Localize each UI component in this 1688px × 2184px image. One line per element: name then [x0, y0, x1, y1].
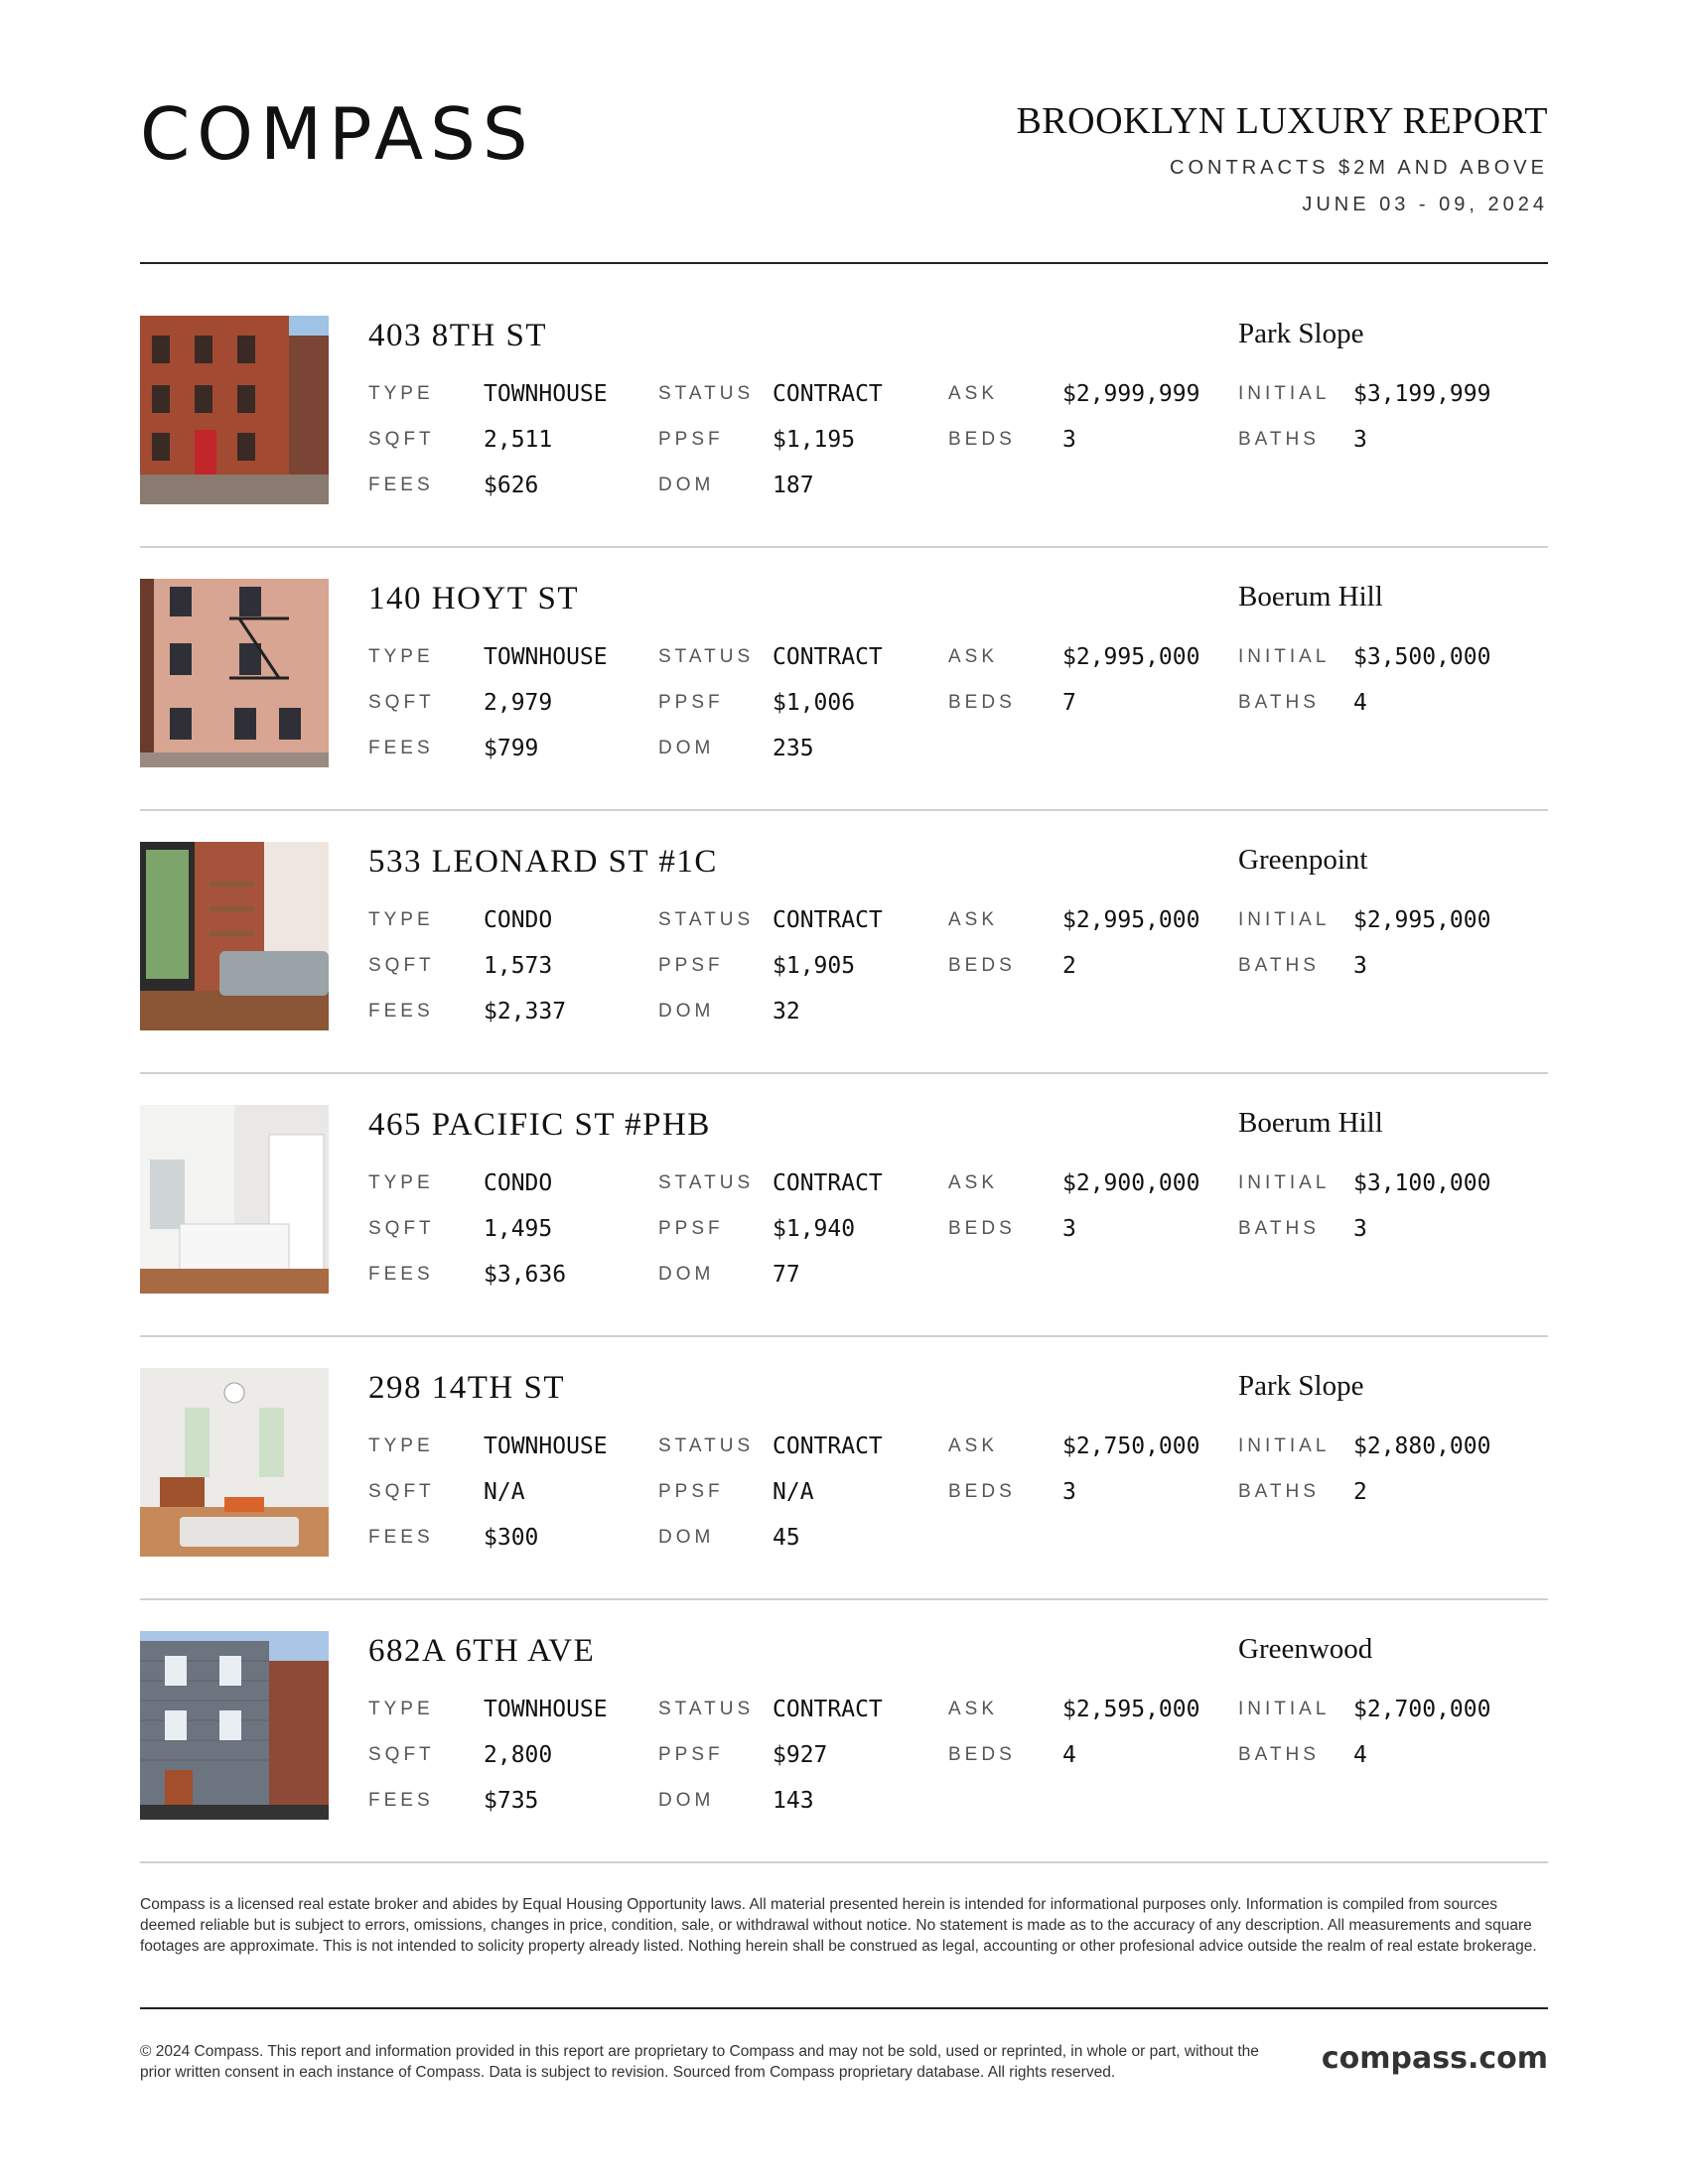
- initial-label: INITIAL: [1238, 646, 1331, 667]
- fees-value: $626: [484, 473, 539, 498]
- type-value: TOWNHOUSE: [484, 381, 608, 407]
- fees-value: $2,337: [484, 999, 567, 1024]
- sqft-value: N/A: [484, 1479, 525, 1505]
- ppsf-label: PPSF: [658, 429, 724, 450]
- status-value: CONTRACT: [773, 381, 883, 407]
- beds-value: 7: [1062, 690, 1076, 716]
- website-link[interactable]: compass.com: [1321, 2041, 1548, 2076]
- listing-photo[interactable]: [140, 1105, 329, 1294]
- type-value: CONDO: [484, 1170, 553, 1196]
- status-label: STATUS: [658, 1435, 755, 1456]
- initial-label: INITIAL: [1238, 1172, 1331, 1193]
- ask-value: $2,900,000: [1062, 1170, 1200, 1196]
- initial-value: $3,199,999: [1353, 381, 1491, 407]
- listing-divider: [140, 546, 1548, 548]
- listing-photo[interactable]: [140, 1631, 329, 1820]
- initial-value: $3,100,000: [1353, 1170, 1491, 1196]
- type-label: TYPE: [368, 1435, 434, 1456]
- report-subtitle: CONTRACTS $2M AND ABOVE: [1170, 157, 1548, 179]
- ppsf-label: PPSF: [658, 1218, 724, 1239]
- listing-divider: [140, 1861, 1548, 1863]
- dom-value: 143: [773, 1788, 814, 1814]
- listing-address[interactable]: 140 HOYT ST: [368, 581, 580, 616]
- baths-value: 3: [1353, 953, 1367, 979]
- dom-label: DOM: [658, 738, 715, 758]
- dom-label: DOM: [658, 475, 715, 495]
- listing-photo[interactable]: [140, 316, 329, 504]
- sqft-label: SQFT: [368, 955, 435, 976]
- beds-label: BEDS: [948, 692, 1016, 713]
- ask-value: $2,595,000: [1062, 1697, 1200, 1722]
- type-label: TYPE: [368, 1172, 434, 1193]
- sqft-label: SQFT: [368, 1218, 435, 1239]
- sqft-value: 1,495: [484, 1216, 553, 1242]
- baths-label: BATHS: [1238, 692, 1320, 713]
- type-label: TYPE: [368, 383, 434, 404]
- sqft-label: SQFT: [368, 1744, 435, 1765]
- listing-row: [140, 579, 1548, 842]
- dom-label: DOM: [658, 1264, 715, 1285]
- baths-label: BATHS: [1238, 1744, 1320, 1765]
- sqft-label: SQFT: [368, 429, 435, 450]
- type-value: CONDO: [484, 907, 553, 933]
- report-title: BROOKLYN LUXURY REPORT: [1016, 100, 1548, 142]
- dom-label: DOM: [658, 1790, 715, 1811]
- listing-divider: [140, 809, 1548, 811]
- listing-divider: [140, 1335, 1548, 1337]
- listing-neighborhood: Park Slope: [1238, 1370, 1364, 1402]
- sqft-label: SQFT: [368, 692, 435, 713]
- ask-label: ASK: [948, 1172, 999, 1193]
- ask-label: ASK: [948, 1699, 999, 1719]
- copyright-text: © 2024 Compass. This report and information provided in this report are proprietary to Compass and may not be sold, used or reprinted, in whole or part, without the prior written consent in each instance of Compass. Data is subject to revision. Sourced from Compass proprietary database. All rights reserved.: [140, 2043, 1259, 2081]
- ppsf-value: $927: [773, 1742, 828, 1768]
- ask-value: $2,750,000: [1062, 1433, 1200, 1459]
- fees-label: FEES: [368, 475, 434, 495]
- fees-value: $735: [484, 1788, 539, 1814]
- sqft-value: 2,800: [484, 1742, 553, 1768]
- fees-label: FEES: [368, 1527, 434, 1548]
- dom-value: 77: [773, 1262, 800, 1288]
- type-value: TOWNHOUSE: [484, 644, 608, 670]
- dom-value: 32: [773, 999, 800, 1024]
- ppsf-value: $1,940: [773, 1216, 856, 1242]
- dom-value: 45: [773, 1525, 800, 1551]
- ppsf-value: $1,195: [773, 427, 856, 453]
- beds-value: 3: [1062, 1479, 1076, 1505]
- listing-address[interactable]: 682A 6TH AVE: [368, 1633, 596, 1669]
- initial-label: INITIAL: [1238, 909, 1331, 930]
- ask-label: ASK: [948, 1435, 999, 1456]
- baths-label: BATHS: [1238, 429, 1320, 450]
- initial-value: $2,700,000: [1353, 1697, 1491, 1722]
- listing-neighborhood: Boerum Hill: [1238, 1107, 1383, 1139]
- status-label: STATUS: [658, 383, 755, 404]
- fees-label: FEES: [368, 1001, 434, 1022]
- sqft-value: 2,511: [484, 427, 553, 453]
- initial-value: $3,500,000: [1353, 644, 1491, 670]
- beds-label: BEDS: [948, 955, 1016, 976]
- ppsf-value: N/A: [773, 1479, 814, 1505]
- ppsf-label: PPSF: [658, 1744, 724, 1765]
- fees-value: $799: [484, 736, 539, 761]
- dom-label: DOM: [658, 1001, 715, 1022]
- dom-value: 235: [773, 736, 814, 761]
- footer-divider: [140, 2007, 1548, 2009]
- initial-label: INITIAL: [1238, 1699, 1331, 1719]
- ask-label: ASK: [948, 909, 999, 930]
- listing-row: [140, 1105, 1548, 1368]
- beds-label: BEDS: [948, 429, 1016, 450]
- fees-label: FEES: [368, 1264, 434, 1285]
- status-value: CONTRACT: [773, 907, 883, 933]
- listing-divider: [140, 1598, 1548, 1600]
- listing-address[interactable]: 403 8TH ST: [368, 318, 547, 353]
- sqft-value: 1,573: [484, 953, 553, 979]
- beds-label: BEDS: [948, 1744, 1016, 1765]
- baths-label: BATHS: [1238, 1218, 1320, 1239]
- baths-value: 2: [1353, 1479, 1367, 1505]
- fees-value: $300: [484, 1525, 539, 1551]
- beds-label: BEDS: [948, 1218, 1016, 1239]
- type-label: TYPE: [368, 1699, 434, 1719]
- status-value: CONTRACT: [773, 1433, 883, 1459]
- beds-value: 3: [1062, 1216, 1076, 1242]
- sqft-value: 2,979: [484, 690, 553, 716]
- status-value: CONTRACT: [773, 1170, 883, 1196]
- listing-address[interactable]: 533 LEONARD ST #1C: [368, 844, 718, 880]
- listing-address[interactable]: 465 PACIFIC ST #PHB: [368, 1107, 711, 1143]
- ask-value: $2,999,999: [1062, 381, 1200, 407]
- baths-value: 3: [1353, 427, 1367, 453]
- report-date-range: JUNE 03 - 09, 2024: [1302, 194, 1548, 215]
- listing-row: [140, 1368, 1548, 1631]
- ask-value: $2,995,000: [1062, 644, 1200, 670]
- listing-photo[interactable]: [140, 579, 329, 767]
- status-label: STATUS: [658, 646, 755, 667]
- report-header: [1016, 99, 1548, 216]
- listing-row: [140, 1631, 1548, 1894]
- initial-label: INITIAL: [1238, 383, 1331, 404]
- initial-label: INITIAL: [1238, 1435, 1331, 1456]
- fees-value: $3,636: [484, 1262, 567, 1288]
- ask-label: ASK: [948, 383, 999, 404]
- status-value: CONTRACT: [773, 644, 883, 670]
- status-label: STATUS: [658, 1699, 755, 1719]
- ppsf-value: $1,905: [773, 953, 856, 979]
- listing-neighborhood: Greenwood: [1238, 1633, 1373, 1665]
- ppsf-value: $1,006: [773, 690, 856, 716]
- baths-label: BATHS: [1238, 1481, 1320, 1502]
- fees-label: FEES: [368, 738, 434, 758]
- initial-value: $2,880,000: [1353, 1433, 1491, 1459]
- listing-row: [140, 316, 1548, 579]
- status-label: STATUS: [658, 909, 755, 930]
- ask-label: ASK: [948, 646, 999, 667]
- fees-label: FEES: [368, 1790, 434, 1811]
- type-label: TYPE: [368, 909, 434, 930]
- beds-label: BEDS: [948, 1481, 1016, 1502]
- initial-value: $2,995,000: [1353, 907, 1491, 933]
- dom-label: DOM: [658, 1527, 715, 1548]
- disclaimer-text: Compass is a licensed real estate broker and abides by Equal Housing Opportunity laws. All material presented herein is intended for informational purposes only. Information is compiled from sources deemed reliable but is subject to errors, omissions, changes in price, condition, sale, or withdrawal without notice. No statement is made as to the accuracy of any description. All measurements and square footages are approximate. This is not intended to solicity property already listed. Nothing herein shall be construed as legal, accounting or other profesional advice outside the realm of real estate brokerage.: [140, 1896, 1537, 1955]
- baths-value: 4: [1353, 690, 1367, 716]
- listing-neighborhood: Park Slope: [1238, 318, 1364, 349]
- ppsf-label: PPSF: [658, 1481, 724, 1502]
- ppsf-label: PPSF: [658, 955, 724, 976]
- type-value: TOWNHOUSE: [484, 1433, 608, 1459]
- listing-neighborhood: Greenpoint: [1238, 844, 1368, 876]
- compass-logo: [140, 94, 535, 174]
- beds-value: 3: [1062, 427, 1076, 453]
- dom-value: 187: [773, 473, 814, 498]
- sqft-label: SQFT: [368, 1481, 435, 1502]
- listing-photo[interactable]: [140, 842, 329, 1030]
- listing-neighborhood: Boerum Hill: [1238, 581, 1383, 613]
- header-divider: [140, 262, 1548, 264]
- baths-value: 3: [1353, 1216, 1367, 1242]
- type-value: TOWNHOUSE: [484, 1697, 608, 1722]
- status-value: CONTRACT: [773, 1697, 883, 1722]
- listing-divider: [140, 1072, 1548, 1074]
- beds-value: 2: [1062, 953, 1076, 979]
- baths-value: 4: [1353, 1742, 1367, 1768]
- report-page: [140, 0, 1548, 2184]
- listing-row: [140, 842, 1548, 1105]
- baths-label: BATHS: [1238, 955, 1320, 976]
- ppsf-label: PPSF: [658, 692, 724, 713]
- logo-text: COMPASS: [140, 92, 535, 176]
- beds-value: 4: [1062, 1742, 1076, 1768]
- status-label: STATUS: [658, 1172, 755, 1193]
- type-label: TYPE: [368, 646, 434, 667]
- listing-photo[interactable]: [140, 1368, 329, 1557]
- ask-value: $2,995,000: [1062, 907, 1200, 933]
- listing-address[interactable]: 298 14TH ST: [368, 1370, 565, 1406]
